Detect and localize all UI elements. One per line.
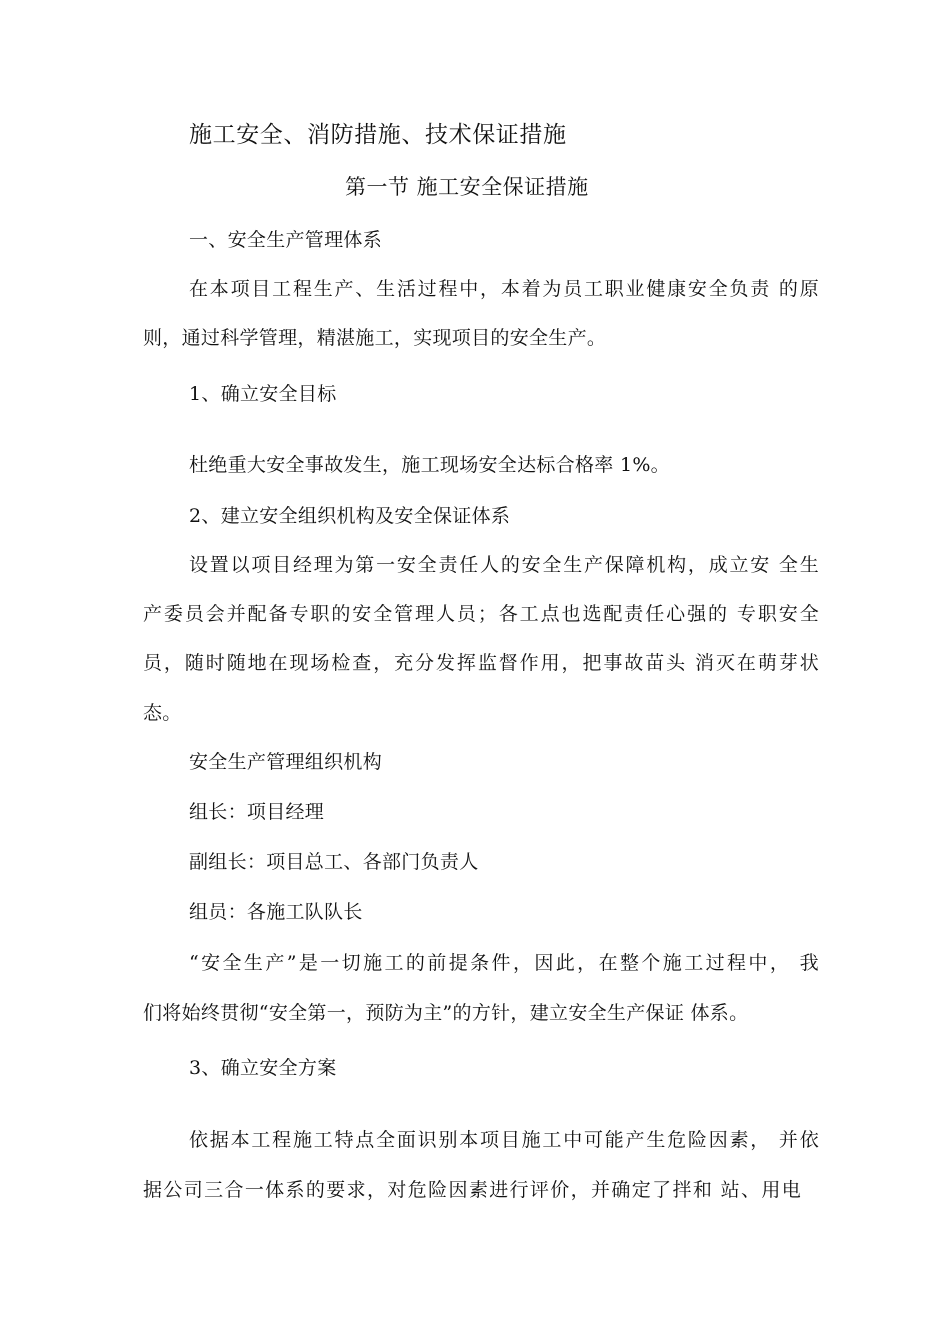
paragraph-4-line-2: 们将始终贯彻“安全第一，预防为主”的方针，建立安全生产保证 体系。: [143, 1002, 749, 1024]
paragraph-3-line-1: 设置以项目经理为第一安全责任人的安全生产保障机构，成立安 全生: [189, 554, 819, 576]
section-heading: 第一节 施工安全保证措施: [345, 175, 589, 199]
paragraph-1-line-2: 则，通过科学管理，精湛施工，实现项目的安全生产。: [143, 327, 607, 349]
paragraph-5-line-1: 依据本工程施工特点全面识别本项目施工中可能产生危险因素， 并依: [189, 1129, 819, 1151]
org-structure-heading: 安全生产管理组织机构: [189, 751, 383, 773]
subheading-safety-organization: 2、建立安全组织机构及安全保证体系: [189, 505, 511, 527]
subheading-safety-goal: 1、确立安全目标: [189, 383, 337, 405]
document-title: 施工安全、消防措施、技术保证措施: [189, 122, 567, 148]
paragraph-3-line-2: 产委员会并配备专职的安全管理人员；各工点也选配责任心强的 专职安全: [143, 603, 819, 625]
org-leader: 组长：项目经理: [189, 801, 325, 823]
paragraph-3-line-3: 员，随时随地在现场检查，充分发挥监督作用，把事故苗头 消灭在萌芽状: [143, 652, 819, 674]
org-members: 组员：各施工队队长: [189, 901, 363, 923]
paragraph-1-line-1: 在本项目工程生产、生活过程中，本着为员工职业健康安全负责 的原: [189, 278, 819, 300]
paragraph-4-line-1: “安全生产”是一切施工的前提条件，因此，在整个施工过程中， 我: [189, 952, 819, 974]
paragraph-3-line-4: 态。: [143, 702, 182, 724]
paragraph-5-line-2: 据公司三合一体系的要求，对危险因素进行评价，并确定了拌和 站、用电: [143, 1179, 801, 1201]
paragraph-safety-goal: 杜绝重大安全事故发生，施工现场安全达标合格率 1%。: [189, 454, 670, 476]
subheading-safety-plan: 3、确立安全方案: [189, 1057, 337, 1079]
heading-safety-management-system: 一、安全生产管理体系: [189, 229, 383, 251]
org-deputy-leader: 副组长：项目总工、各部门负责人: [189, 851, 479, 873]
